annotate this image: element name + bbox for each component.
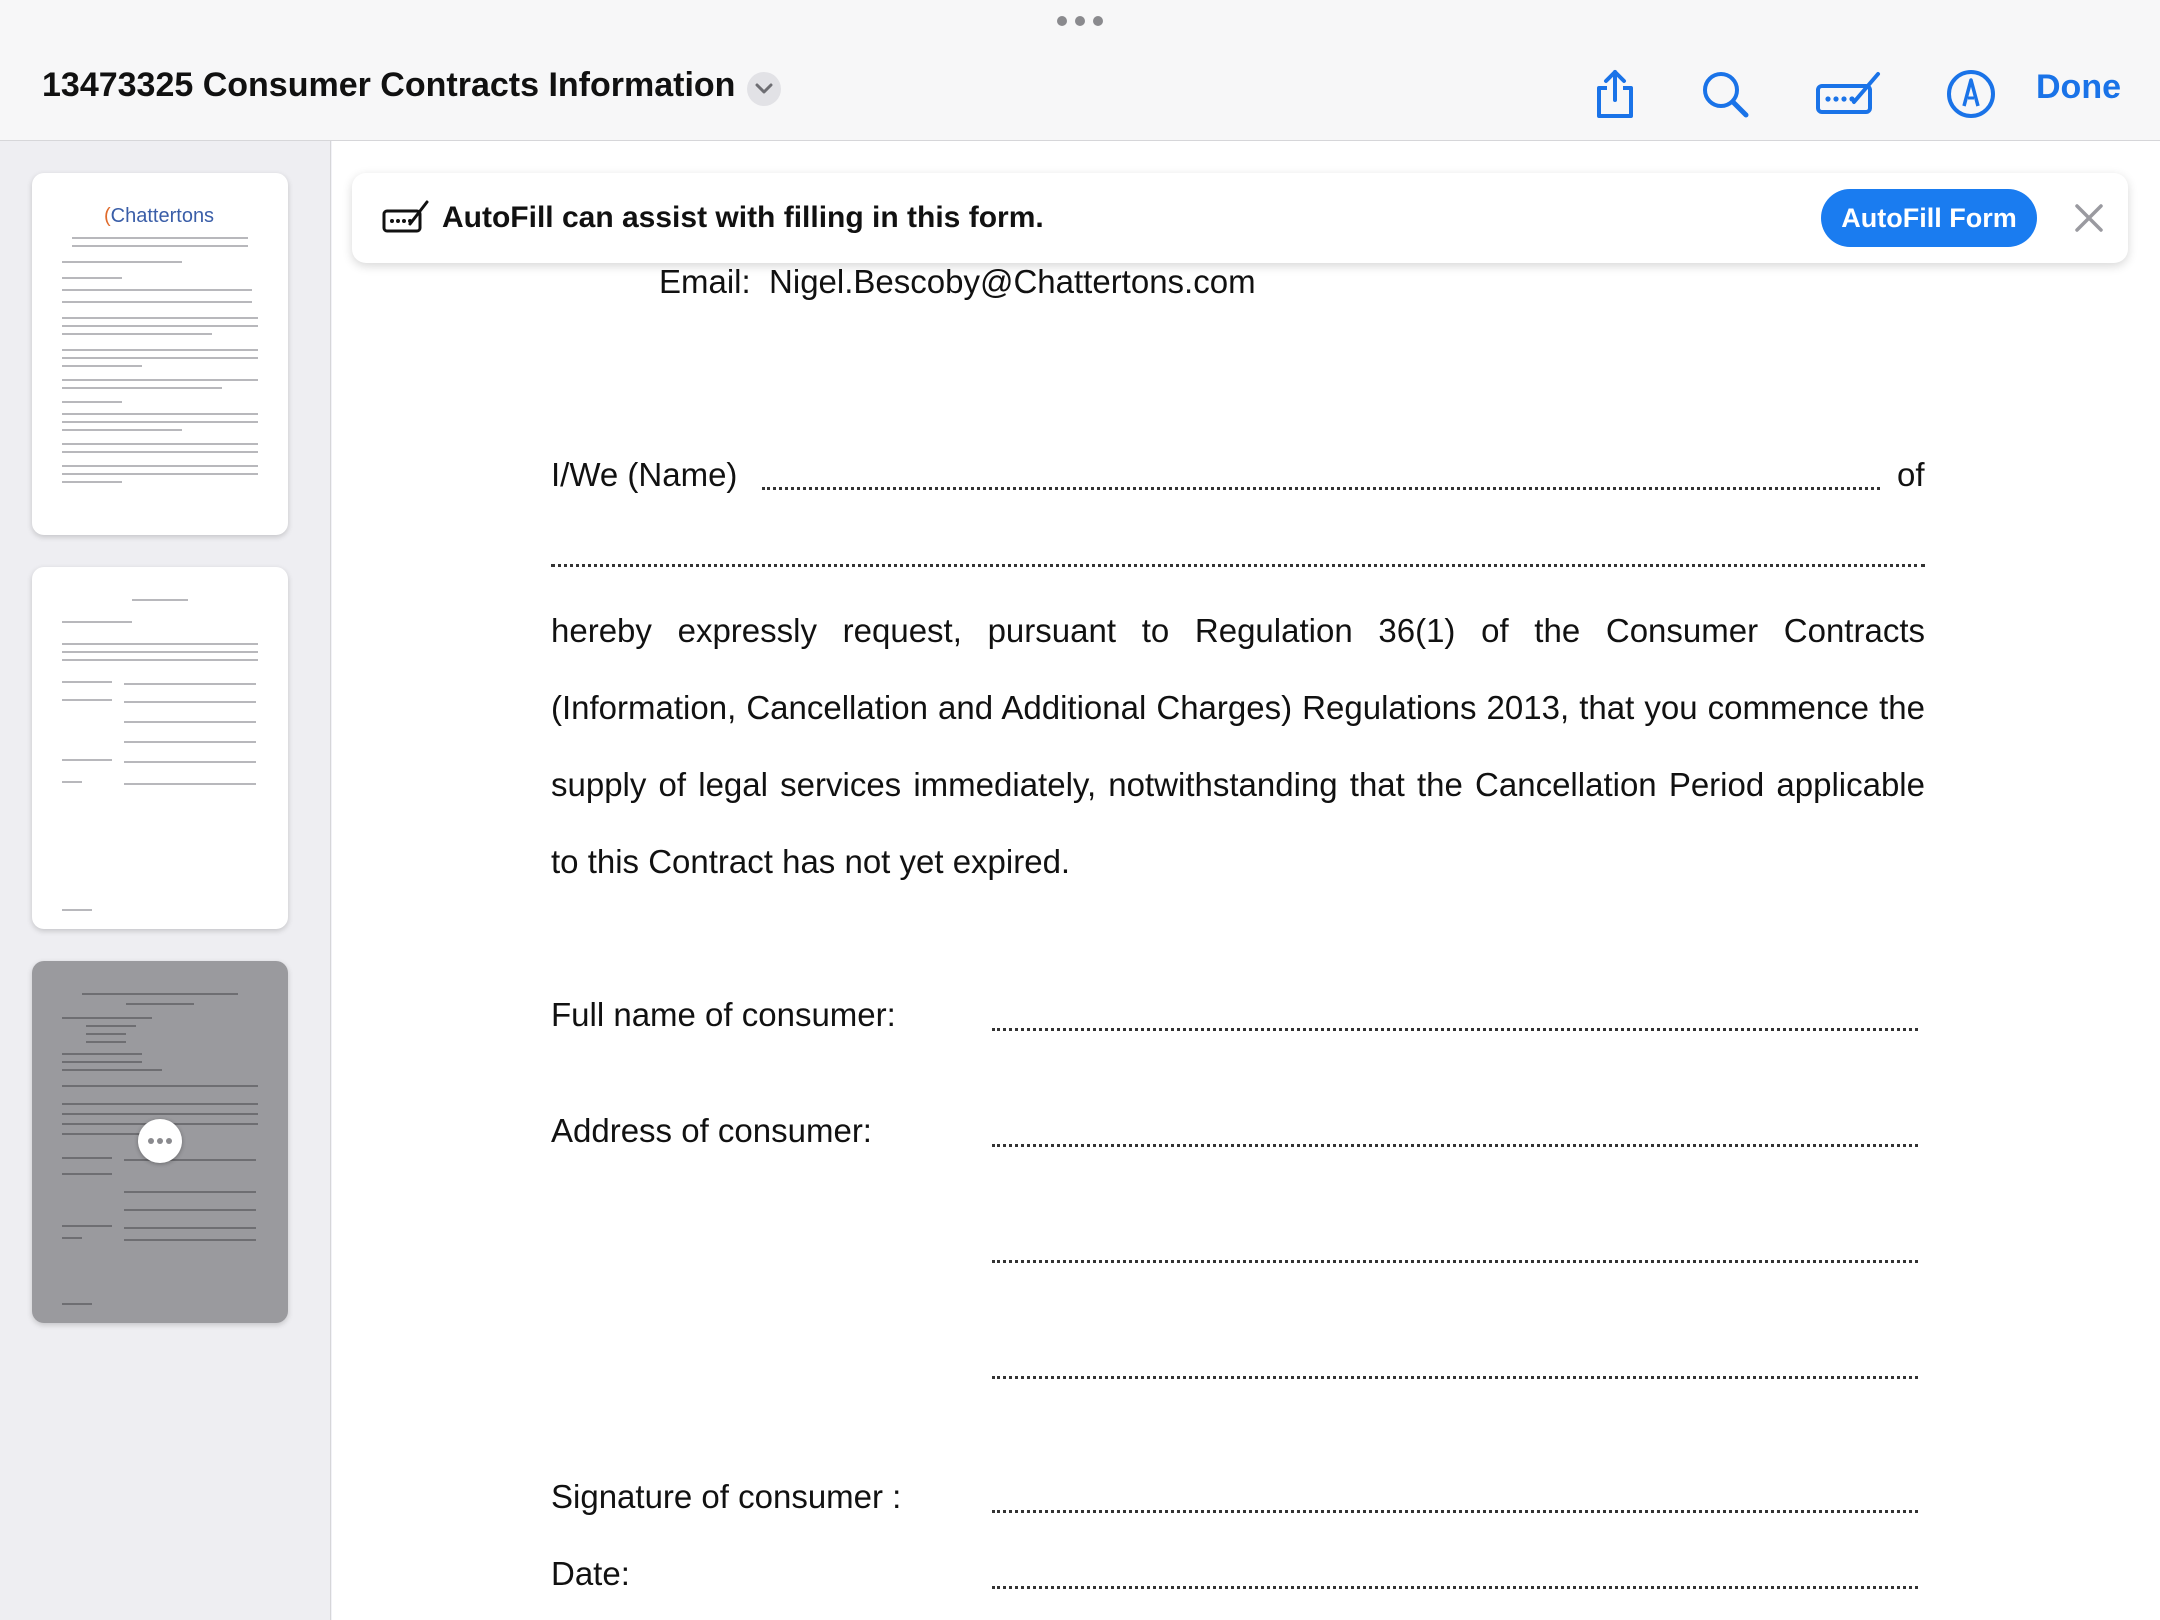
- email-value: Nigel.Bescoby@Chattertons.com: [769, 263, 1256, 300]
- address-field-3[interactable]: [992, 1372, 1918, 1379]
- signature-label: Signature of consumer :: [551, 1478, 902, 1515]
- page-thumbnail-2[interactable]: [32, 567, 288, 929]
- document-title[interactable]: 13473325 Consumer Contracts Information: [42, 66, 736, 104]
- search-icon[interactable]: [1697, 66, 1753, 122]
- close-icon[interactable]: [2068, 197, 2110, 239]
- window-grabber-icon[interactable]: [1057, 14, 1103, 28]
- email-label: Email:: [659, 263, 751, 300]
- name-field[interactable]: [762, 483, 1880, 490]
- autofill-form-icon: [382, 197, 430, 242]
- date-field[interactable]: [992, 1582, 1918, 1589]
- chevron-down-icon[interactable]: [747, 72, 781, 106]
- page-thumbnail-sidebar: [0, 141, 331, 1620]
- thumbnail-logo: (Chattertons: [104, 205, 215, 227]
- autofill-message: AutoFill can assist with filling in this form.: [442, 201, 1044, 234]
- address-label: Address of consumer:: [551, 1112, 872, 1149]
- signature-field[interactable]: [992, 1506, 1918, 1513]
- address-line-field[interactable]: [551, 560, 1925, 567]
- email-line: [659, 263, 1256, 301]
- autofill-banner: [352, 173, 2128, 263]
- done-button[interactable]: Done: [2036, 68, 2121, 106]
- request-paragraph: hereby expressly request, pursuant to Regulation 36(1) of the Consumer Contracts (Information, Cancellation and Additional Charges) Regulations 2013, that you commence the supply of legal services immediately, notwithstanding that the Cancellation Period applicable to this Contract has not yet expired.: [551, 612, 1925, 880]
- name-label: I/We (Name): [551, 456, 738, 493]
- markup-pen-icon[interactable]: [1943, 66, 1999, 122]
- address-field-2[interactable]: [992, 1256, 1918, 1263]
- full-name-label: Full name of consumer:: [551, 996, 896, 1033]
- full-name-field[interactable]: [992, 1024, 1918, 1031]
- more-options-icon[interactable]: [138, 1119, 182, 1163]
- date-label: Date:: [551, 1555, 630, 1592]
- name-suffix: of: [1897, 456, 1925, 493]
- page-thumbnail-1[interactable]: [32, 173, 288, 535]
- page-thumbnail-3[interactable]: [32, 961, 288, 1323]
- autofill-form-icon[interactable]: [1814, 66, 1884, 122]
- address-field-1[interactable]: [992, 1140, 1918, 1147]
- autofill-form-button[interactable]: AutoFill Form: [1821, 189, 2037, 247]
- share-icon[interactable]: [1587, 66, 1643, 122]
- toolbar: [0, 0, 2160, 141]
